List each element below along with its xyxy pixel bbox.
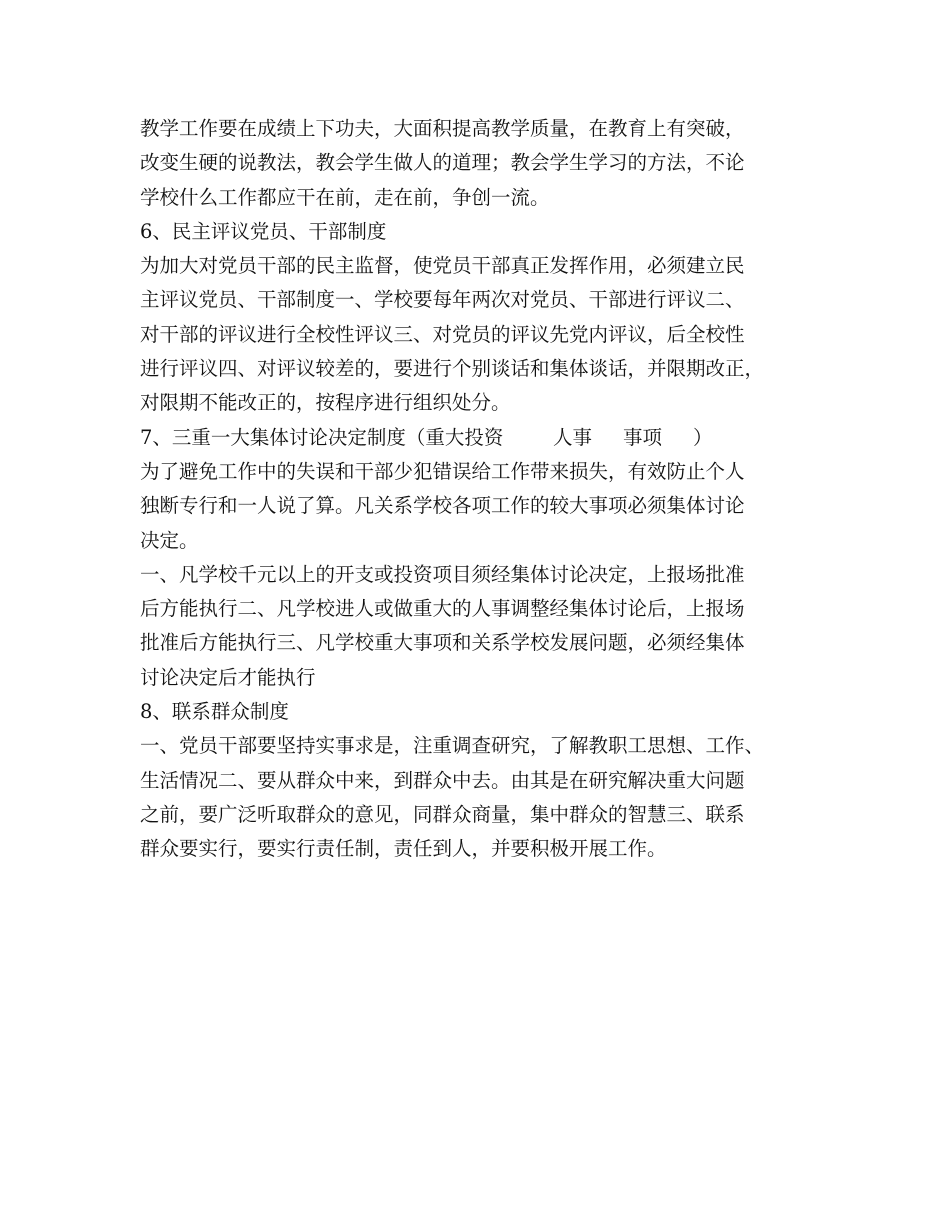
text-line: 进行评议四、对评议较差的，要进行个别谈话和集体谈话，并限期改正， — [140, 357, 765, 381]
text-line: 决定。 — [140, 528, 199, 552]
text-line: 一、党员干部要坚持实事求是，注重调查研究，了解教职工思想、工作、 — [140, 734, 765, 758]
text-line: 群众要实行，要实行责任制，责任到人，并要积极开展工作。 — [140, 837, 667, 861]
text-line: 生活情况二、要从群众中来，到群众中去。由其是在研究解决重大问题 — [140, 768, 745, 792]
text-line: 批准后方能执行三、凡学校重大事项和关系学校发展问题，必须经集体 — [140, 631, 745, 655]
text-line: 对干部的评议进行全校性评议三、对党员的评议先党内评议，后全校性 — [140, 322, 745, 346]
text-line: 一、凡学校千元以上的开支或投资项目须经集体讨论决定，上报场批准 — [140, 562, 745, 586]
text-line: 教学工作要在成绩上下功夫，大面积提高教学质量，在教育上有突破， — [140, 117, 745, 140]
text-line: 独断专行和一人说了算。凡关系学校各项工作的较大事项必须集体讨论 — [140, 494, 745, 518]
text-line: 讨论决定后才能执行 — [140, 665, 316, 689]
text-line: 改变生硬的说教法，教会学生做人的道理；教会学生学习的方法，不论 — [140, 151, 745, 175]
text-line: 为加大对党员干部的民主监督，使党员干部真正发挥作用，必须建立民 — [140, 254, 745, 278]
document-body — [140, 112, 840, 867]
section-heading-7: 7、三重一大集体讨论决定制度（重大投资 人事 事项 ） — [140, 425, 713, 449]
section-heading-6: 6、民主评议党员、干部制度 — [140, 219, 387, 243]
text-line: 主评议党员、干部制度一、学校要每年两次对党员、干部进行评议二、 — [140, 288, 745, 312]
text-line: 后方能执行二、凡学校进人或做重大的人事调整经集体讨论后，上报场 — [140, 597, 745, 621]
text-line: 为了避免工作中的失误和干部少犯错误给工作带来损失，有效防止个人 — [140, 459, 745, 483]
text-line: 对限期不能改正的，按程序进行组织处分。 — [140, 391, 511, 415]
section-heading-8: 8、联系群众制度 — [140, 700, 289, 724]
text-line: 之前，要广泛听取群众的意见，同群众商量，集中群众的智慧三、联系 — [140, 802, 745, 826]
text-line: 学校什么工作都应干在前，走在前，争创一流。 — [140, 185, 550, 209]
